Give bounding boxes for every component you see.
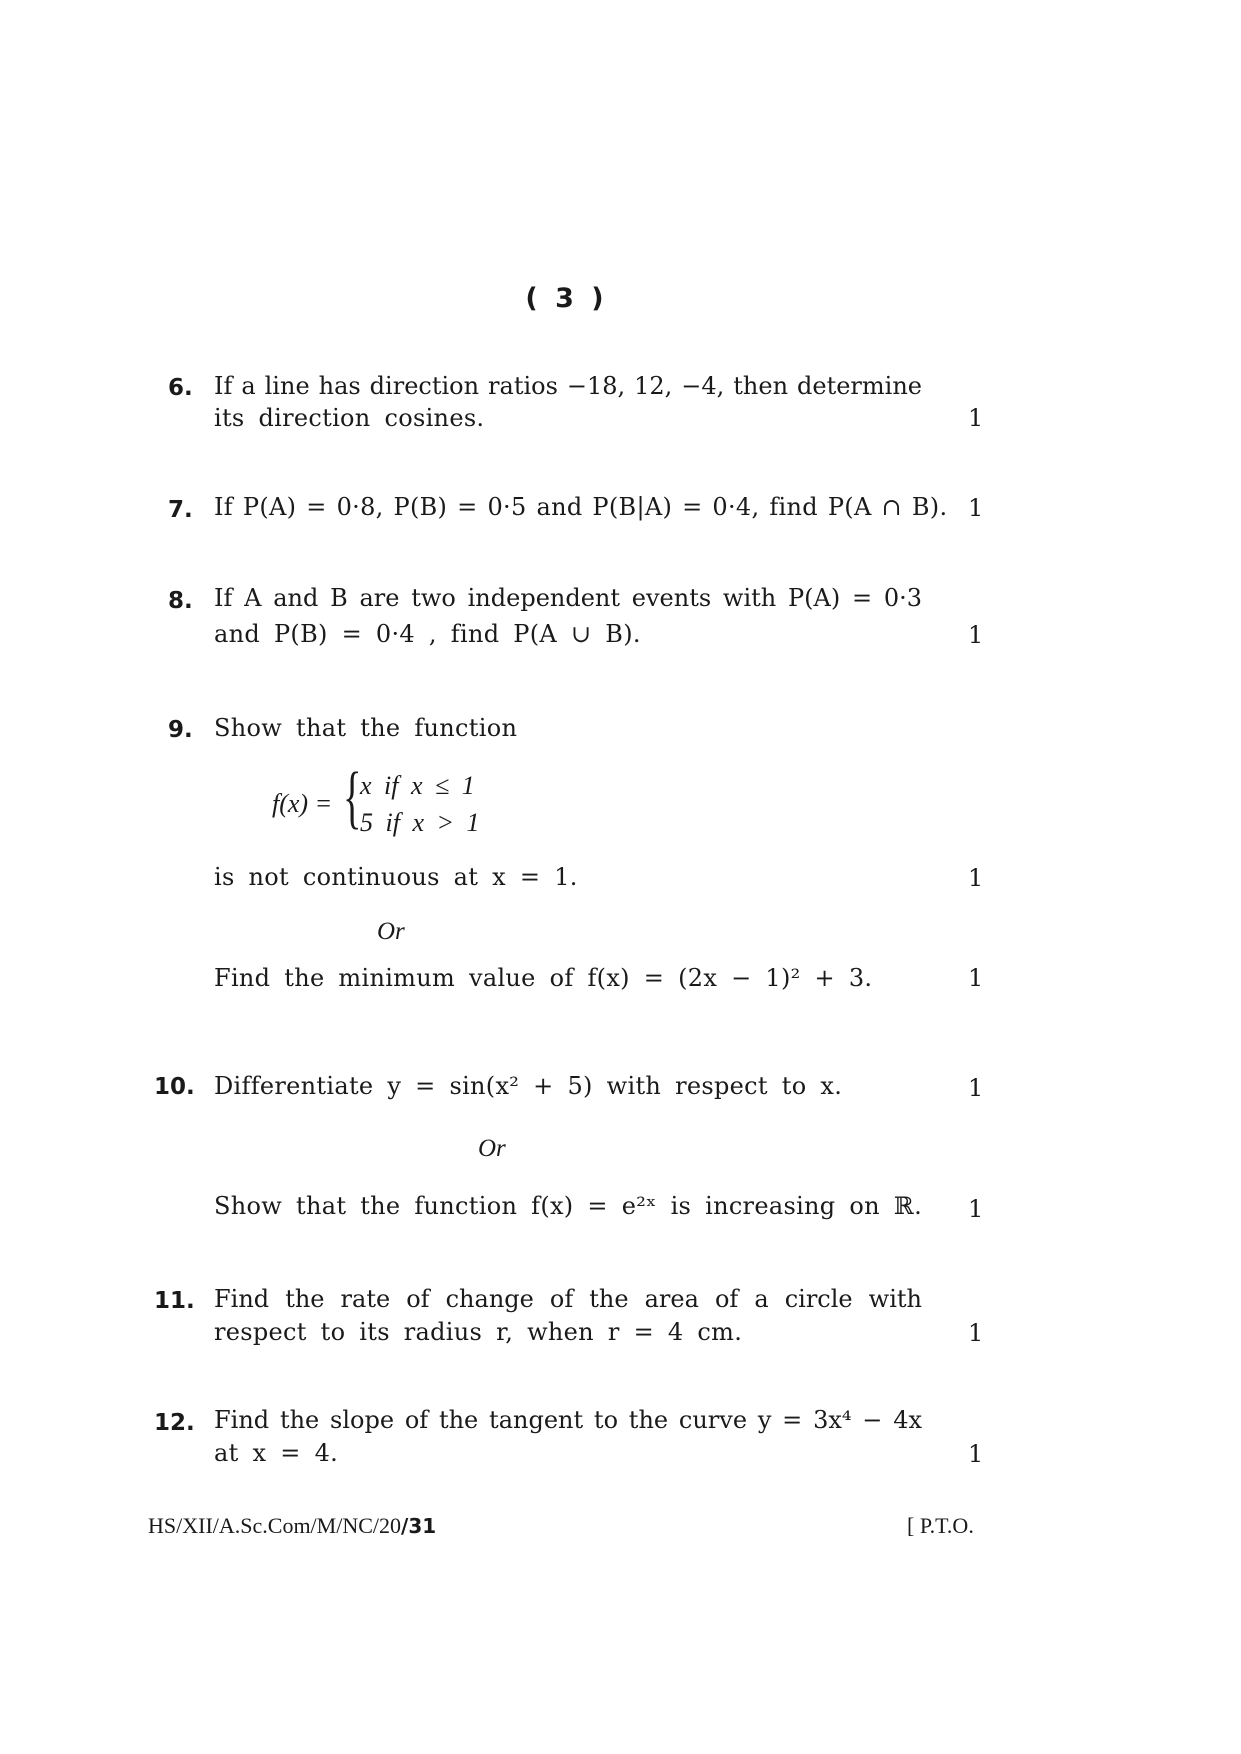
alternative-question-text: Show that the function f(x) = e²ˣ is increasing on ℝ. — [214, 1192, 922, 1220]
brace-symbol: { — [343, 759, 362, 836]
alternative-marks: 1 — [968, 1195, 984, 1223]
question-text-conclusion: is not continuous at x = 1. — [214, 863, 578, 891]
marks: 1 — [968, 1074, 984, 1102]
question-number: 10. — [154, 1074, 195, 1100]
marks: 1 — [968, 1440, 984, 1468]
marks: 1 — [968, 1319, 984, 1347]
question-number: 7. — [168, 497, 193, 523]
question-number: 9. — [168, 717, 193, 743]
question-text: Differentiate y = sin(x² + 5) with respect to x. — [214, 1072, 843, 1100]
function-case-1: x if x ≤ 1 — [360, 771, 475, 800]
question-text-line1: If A and B are two independent events with P(A) = 0·3 — [214, 584, 922, 612]
function-case-2: 5 if x > 1 — [360, 808, 480, 837]
paper-code-bold: /31 — [401, 1514, 437, 1538]
question-number: 6. — [168, 375, 193, 401]
question-text: Show that the function — [214, 714, 518, 742]
marks: 1 — [968, 404, 984, 432]
question-text: If P(A) = 0·8, P(B) = 0·5 and P(B|A) = 0·4, find P(A ∩ B). — [214, 493, 948, 521]
pto-label: [ P.T.O. — [907, 1513, 974, 1538]
marks: 1 — [968, 864, 984, 892]
marks: 1 — [968, 621, 984, 649]
question-text-line1: Find the rate of change of the area of a circle with — [214, 1285, 922, 1313]
question-text-line2: respect to its radius r, when r = 4 cm. — [214, 1318, 743, 1346]
alternative-question-text: Find the minimum value of f(x) = (2x − 1)² + 3. — [214, 964, 873, 992]
question-text-line2: its direction cosines. — [214, 404, 485, 432]
question-text-line1: If a line has direction ratios −18, 12, −4, then determine — [214, 372, 922, 400]
question-number: 12. — [154, 1410, 195, 1436]
or-label: Or — [478, 1135, 506, 1162]
question-text-line2: and P(B) = 0·4 , find P(A ∪ B). — [214, 620, 641, 648]
question-number: 8. — [168, 588, 193, 614]
marks: 1 — [968, 494, 984, 522]
paper-code-text: HS/XII/A.Sc.Com/M/NC/20 — [148, 1513, 402, 1538]
question-number: 11. — [154, 1288, 195, 1314]
paper-code — [148, 1513, 436, 1539]
page-number: ( 3 ) — [525, 283, 608, 314]
or-label: Or — [377, 918, 405, 945]
function-lhs: f(x) = — [272, 789, 333, 818]
alternative-marks: 1 — [968, 964, 984, 992]
question-text-line2: at x = 4. — [214, 1439, 339, 1467]
question-text-line1: Find the slope of the tangent to the curve y = 3x⁴ − 4x — [214, 1406, 922, 1434]
